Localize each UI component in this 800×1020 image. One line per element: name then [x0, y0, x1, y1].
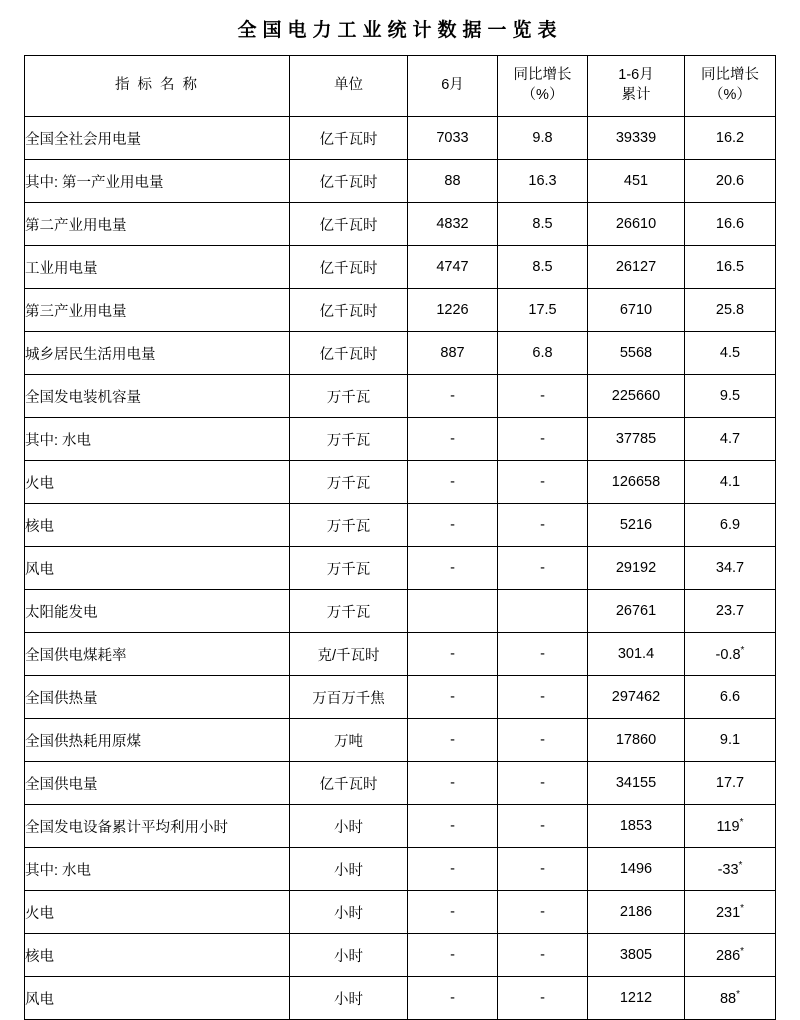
- cell-name: 第三产业用电量: [25, 289, 290, 332]
- column-header-line: （%）: [709, 87, 751, 103]
- cell-name: 风电: [25, 547, 290, 590]
- cell-g2: 16.2: [685, 117, 776, 160]
- cell-m6: [408, 590, 498, 633]
- cell-name: 火电: [25, 461, 290, 504]
- cell-m6: 88: [408, 160, 498, 203]
- cell-g2: 20.6: [685, 160, 776, 203]
- cell-name: 全国供热耗用原煤: [25, 719, 290, 762]
- table-row: [25, 332, 776, 375]
- table-row: [25, 461, 776, 504]
- cell-unit: 克/千瓦时: [290, 633, 408, 676]
- cell-cum: 3805: [588, 934, 685, 977]
- column-header-line: 1-6月: [618, 67, 654, 84]
- table-body: [25, 117, 776, 1020]
- cell-unit: 万千瓦: [290, 418, 408, 461]
- cell-m6: 887: [408, 332, 498, 375]
- page-title-text: 全国电力工业统计数据一览表: [237, 20, 563, 41]
- cell-m6: 7033: [408, 117, 498, 160]
- cell-m6: 4832: [408, 203, 498, 246]
- cell-g1: -: [498, 547, 588, 590]
- cell-unit: 小时: [290, 891, 408, 934]
- cell-g1: -: [498, 418, 588, 461]
- footnote-marker: *: [736, 989, 741, 1001]
- cell-m6: -: [408, 977, 498, 1020]
- cell-g1: -: [498, 848, 588, 891]
- footnote-marker: *: [740, 946, 745, 958]
- cell-cum: 39339: [588, 117, 685, 160]
- statistics-table: [24, 55, 776, 1020]
- cell-g2: 16.5: [685, 246, 776, 289]
- column-header-line: 累计: [621, 87, 651, 103]
- table-row: [25, 246, 776, 289]
- cell-g1: -: [498, 633, 588, 676]
- cell-unit: 亿千瓦时: [290, 246, 408, 289]
- table-row: [25, 934, 776, 977]
- cell-g2: 34.7: [685, 547, 776, 590]
- cell-g2: 88*: [685, 977, 776, 1020]
- cell-unit: 小时: [290, 934, 408, 977]
- column-header-line: 6月: [441, 77, 464, 94]
- cell-unit: 万吨: [290, 719, 408, 762]
- table-row: [25, 762, 776, 805]
- cell-cum: 2186: [588, 891, 685, 934]
- cell-name: 全国全社会用电量: [25, 117, 290, 160]
- table-row: [25, 375, 776, 418]
- table-row: [25, 891, 776, 934]
- cell-name: 风电: [25, 977, 290, 1020]
- cell-g1: -: [498, 461, 588, 504]
- cell-cum: 17860: [588, 719, 685, 762]
- page-title: [0, 0, 800, 55]
- cell-g2: 17.7: [685, 762, 776, 805]
- cell-g1: -: [498, 977, 588, 1020]
- cell-name: 其中: 水电: [25, 848, 290, 891]
- cell-g1: 17.5: [498, 289, 588, 332]
- cell-unit: 亿千瓦时: [290, 160, 408, 203]
- cell-cum: 1853: [588, 805, 685, 848]
- cell-cum: 34155: [588, 762, 685, 805]
- column-header-line: （%）: [521, 87, 564, 103]
- cell-unit: 万千瓦: [290, 461, 408, 504]
- column-header-line: 同比增长: [513, 67, 572, 84]
- cell-m6: -: [408, 418, 498, 461]
- cell-name: 核电: [25, 934, 290, 977]
- cell-g1: -: [498, 375, 588, 418]
- footnote-marker: *: [740, 645, 745, 657]
- cell-name: 全国发电装机容量: [25, 375, 290, 418]
- cell-name: 第二产业用电量: [25, 203, 290, 246]
- cell-cum: 26610: [588, 203, 685, 246]
- column-header-line: 单位: [334, 77, 363, 94]
- cell-name: 全国发电设备累计平均利用小时: [25, 805, 290, 848]
- cell-cum: 26761: [588, 590, 685, 633]
- table-row: [25, 590, 776, 633]
- cell-g1: 8.5: [498, 246, 588, 289]
- cell-cum: 301.4: [588, 633, 685, 676]
- table-row: [25, 117, 776, 160]
- table-row: [25, 719, 776, 762]
- table-header: [25, 56, 776, 117]
- cell-name: 工业用电量: [25, 246, 290, 289]
- table-row: [25, 977, 776, 1020]
- cell-g1: 16.3: [498, 160, 588, 203]
- cell-m6: -: [408, 375, 498, 418]
- table-row: [25, 289, 776, 332]
- cell-g1: -: [498, 891, 588, 934]
- cell-m6: 1226: [408, 289, 498, 332]
- column-header-1: [290, 56, 408, 117]
- cell-cum: 26127: [588, 246, 685, 289]
- table-row: [25, 848, 776, 891]
- cell-cum: 5216: [588, 504, 685, 547]
- table-row: [25, 160, 776, 203]
- cell-name: 太阳能发电: [25, 590, 290, 633]
- column-header-4: [588, 56, 685, 117]
- cell-name: 其中: 第一产业用电量: [25, 160, 290, 203]
- cell-name: 其中: 水电: [25, 418, 290, 461]
- cell-g1: 8.5: [498, 203, 588, 246]
- cell-name: 全国供热量: [25, 676, 290, 719]
- cell-name: 核电: [25, 504, 290, 547]
- cell-m6: 4747: [408, 246, 498, 289]
- cell-unit: 亿千瓦时: [290, 762, 408, 805]
- cell-g1: -: [498, 504, 588, 547]
- cell-g2: 231*: [685, 891, 776, 934]
- cell-g2: 4.5: [685, 332, 776, 375]
- cell-g2: 16.6: [685, 203, 776, 246]
- cell-cum: 225660: [588, 375, 685, 418]
- cell-unit: 亿千瓦时: [290, 203, 408, 246]
- table-row: [25, 676, 776, 719]
- column-header-line: 同比增长: [701, 67, 759, 84]
- cell-m6: -: [408, 891, 498, 934]
- cell-unit: 亿千瓦时: [290, 289, 408, 332]
- cell-m6: -: [408, 461, 498, 504]
- cell-unit: 亿千瓦时: [290, 332, 408, 375]
- cell-unit: 万千瓦: [290, 590, 408, 633]
- column-header-0: [25, 56, 290, 117]
- footnote-marker: *: [739, 817, 744, 829]
- cell-name: 全国供电量: [25, 762, 290, 805]
- cell-g2: 6.6: [685, 676, 776, 719]
- cell-name: 火电: [25, 891, 290, 934]
- cell-cum: 451: [588, 160, 685, 203]
- table-row: [25, 547, 776, 590]
- cell-name: 城乡居民生活用电量: [25, 332, 290, 375]
- table-row: [25, 633, 776, 676]
- column-header-3: [498, 56, 588, 117]
- cell-unit: 万百万千焦: [290, 676, 408, 719]
- cell-name: 全国供电煤耗率: [25, 633, 290, 676]
- cell-cum: 126658: [588, 461, 685, 504]
- cell-unit: 万千瓦: [290, 504, 408, 547]
- cell-unit: 小时: [290, 977, 408, 1020]
- cell-g1: -: [498, 762, 588, 805]
- cell-m6: -: [408, 805, 498, 848]
- cell-unit: 小时: [290, 805, 408, 848]
- cell-cum: 5568: [588, 332, 685, 375]
- table-row: [25, 418, 776, 461]
- footnote-marker: *: [740, 903, 745, 915]
- cell-g1: -: [498, 719, 588, 762]
- cell-g2: 23.7: [685, 590, 776, 633]
- cell-unit: 万千瓦: [290, 547, 408, 590]
- table-row: [25, 805, 776, 848]
- cell-cum: 1496: [588, 848, 685, 891]
- cell-m6: -: [408, 504, 498, 547]
- column-header-2: [408, 56, 498, 117]
- cell-cum: 29192: [588, 547, 685, 590]
- cell-g2: -33*: [685, 848, 776, 891]
- cell-cum: 6710: [588, 289, 685, 332]
- cell-m6: -: [408, 633, 498, 676]
- cell-g1: 6.8: [498, 332, 588, 375]
- cell-unit: 亿千瓦时: [290, 117, 408, 160]
- cell-cum: 37785: [588, 418, 685, 461]
- cell-m6: -: [408, 934, 498, 977]
- cell-g1: [498, 590, 588, 633]
- cell-m6: -: [408, 676, 498, 719]
- footnote-marker: *: [738, 860, 743, 872]
- cell-m6: -: [408, 547, 498, 590]
- table-row: [25, 203, 776, 246]
- column-header-5: [685, 56, 776, 117]
- column-header-line: 指 标 名 称: [114, 77, 200, 94]
- table-row: [25, 504, 776, 547]
- cell-g2: 9.1: [685, 719, 776, 762]
- cell-g2: 119*: [685, 805, 776, 848]
- cell-g2: 6.9: [685, 504, 776, 547]
- cell-g1: -: [498, 805, 588, 848]
- cell-g2: 25.8: [685, 289, 776, 332]
- cell-m6: -: [408, 762, 498, 805]
- table-header-row: [25, 56, 776, 117]
- cell-m6: -: [408, 719, 498, 762]
- cell-cum: 297462: [588, 676, 685, 719]
- cell-m6: -: [408, 848, 498, 891]
- cell-g2: 4.1: [685, 461, 776, 504]
- cell-g2: 286*: [685, 934, 776, 977]
- cell-g2: -0.8*: [685, 633, 776, 676]
- cell-g2: 4.7: [685, 418, 776, 461]
- cell-g1: -: [498, 934, 588, 977]
- cell-cum: 1212: [588, 977, 685, 1020]
- cell-unit: 小时: [290, 848, 408, 891]
- cell-g1: -: [498, 676, 588, 719]
- cell-g2: 9.5: [685, 375, 776, 418]
- cell-g1: 9.8: [498, 117, 588, 160]
- cell-unit: 万千瓦: [290, 375, 408, 418]
